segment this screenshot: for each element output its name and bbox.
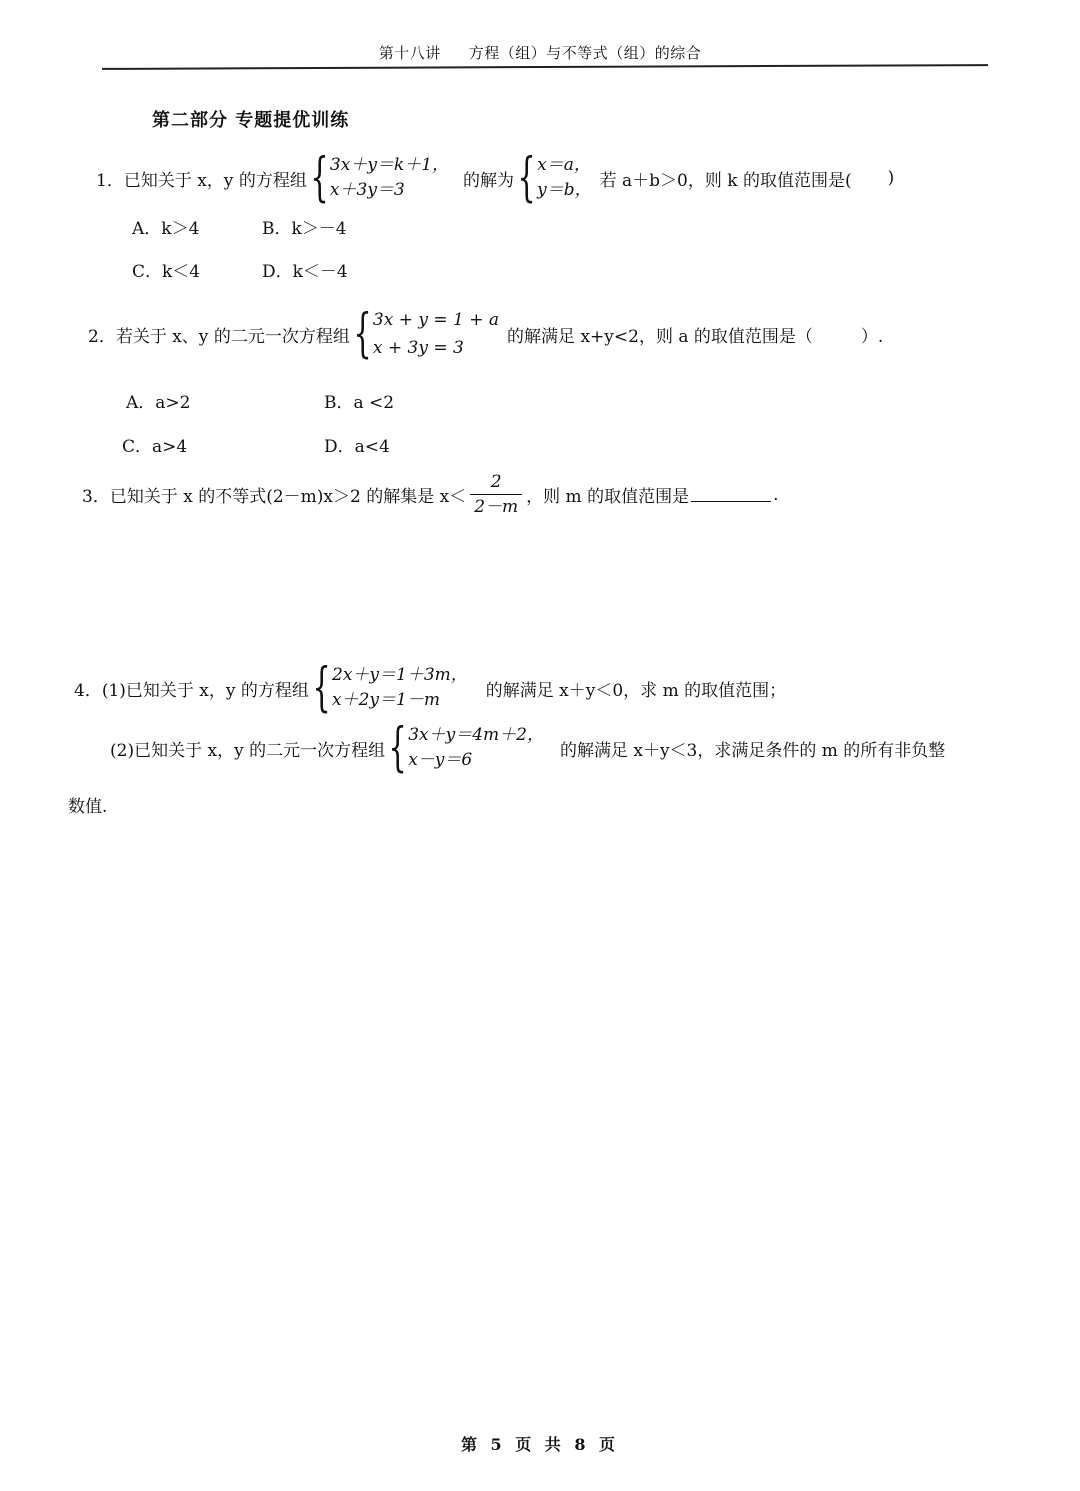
q4-p2-system	[408, 723, 544, 773]
q2-prompt: 2．若关于 x、y 的二元一次方程组	[88, 326, 350, 347]
q3-numerator: 2	[490, 472, 502, 492]
question-1	[96, 148, 895, 208]
q1-option-a: A．k＞4	[132, 219, 200, 239]
q1-sol2: y＝b，	[537, 180, 592, 200]
brace-icon: {	[310, 148, 329, 208]
q4-p1-condition: 的解满足 x＋y＜0，求 m 的取值范围；	[485, 680, 787, 701]
q1-eq1: 3x＋y＝k＋1，	[329, 155, 450, 175]
q2-eq1: 3x + y = 1 + a	[372, 310, 500, 330]
lecture-topic: 方程（组）与不等式（组）的综合	[468, 44, 702, 62]
q3-fraction	[470, 470, 522, 519]
q2-condition: 的解满足 x+y<2，则 a 的取值范围是（	[507, 326, 813, 347]
q2-system	[373, 306, 499, 362]
section-title: 第二部分 专题提优训练	[152, 110, 350, 131]
q1-option-c: C．k＜4	[132, 262, 201, 282]
q4-p1-eq1: 2x＋y＝1＋3m，	[332, 665, 468, 685]
brace-icon: {	[388, 718, 407, 778]
q4-p2-condition: 的解满足 x＋y＜3，求满足条件的 m 的所有非负整	[559, 740, 946, 761]
q4-p2-eq1: 3x＋y＝4m＋2，	[408, 725, 544, 745]
q1-prompt: 1．已知关于 x，y 的方程组	[96, 170, 307, 191]
q2-eq2: x + 3y = 3	[372, 338, 464, 358]
q1-system	[330, 153, 449, 203]
q1-close: )	[887, 168, 895, 188]
q4-p1-system	[332, 663, 468, 713]
q1-option-d: D．k＜－4	[262, 262, 348, 282]
q4-p2-prompt: (2)已知关于 x，y 的二元一次方程组	[110, 740, 386, 761]
q2-close: ）.	[860, 326, 884, 347]
q2-option-a: A．a>2	[126, 393, 191, 413]
question-4-part-1	[74, 658, 787, 718]
q1-mid: 的解为	[463, 170, 515, 191]
q3-denominator: 2－m	[470, 494, 522, 519]
lecture-number: 第十八讲	[378, 44, 441, 62]
q1-sol1: x＝a，	[537, 155, 591, 175]
q1-eq2: x＋3y＝3	[329, 180, 405, 200]
q2-option-b: B．a <2	[324, 393, 395, 413]
q3-prompt: 3．已知关于 x 的不等式(2－m)x＞2 的解集是 x＜	[82, 487, 467, 507]
q4-p1-eq2: x＋2y＝1－m	[332, 690, 440, 710]
q4-p2-eq2: x－y＝6	[408, 750, 473, 770]
q2-option-d: D．a<4	[324, 437, 390, 457]
q1-solution	[537, 153, 592, 203]
q3-end: .	[773, 484, 779, 505]
q1-option-b: B．k＞－4	[262, 219, 347, 239]
brace-icon: {	[517, 148, 536, 208]
brace-icon: {	[353, 304, 372, 364]
q3-answer-blank[interactable]	[691, 487, 771, 502]
q2-option-c: C．a>4	[122, 437, 188, 457]
page-footer: 第 5 页 共 8 页	[460, 1435, 620, 1454]
question-3	[82, 470, 779, 519]
question-2	[88, 306, 883, 362]
q1-condition: 若 a＋b＞0，则 k 的取值范围是(	[599, 170, 852, 191]
page-header	[0, 42, 1080, 63]
header-rule	[102, 64, 988, 70]
question-4-part-2	[110, 718, 946, 778]
q3-tail: ，则 m 的取值范围是	[526, 487, 690, 507]
q4-p2-continuation: 数值.	[68, 797, 108, 817]
q4-p1-prompt: 4．(1)已知关于 x，y 的方程组	[74, 680, 309, 701]
brace-icon: {	[312, 658, 331, 718]
